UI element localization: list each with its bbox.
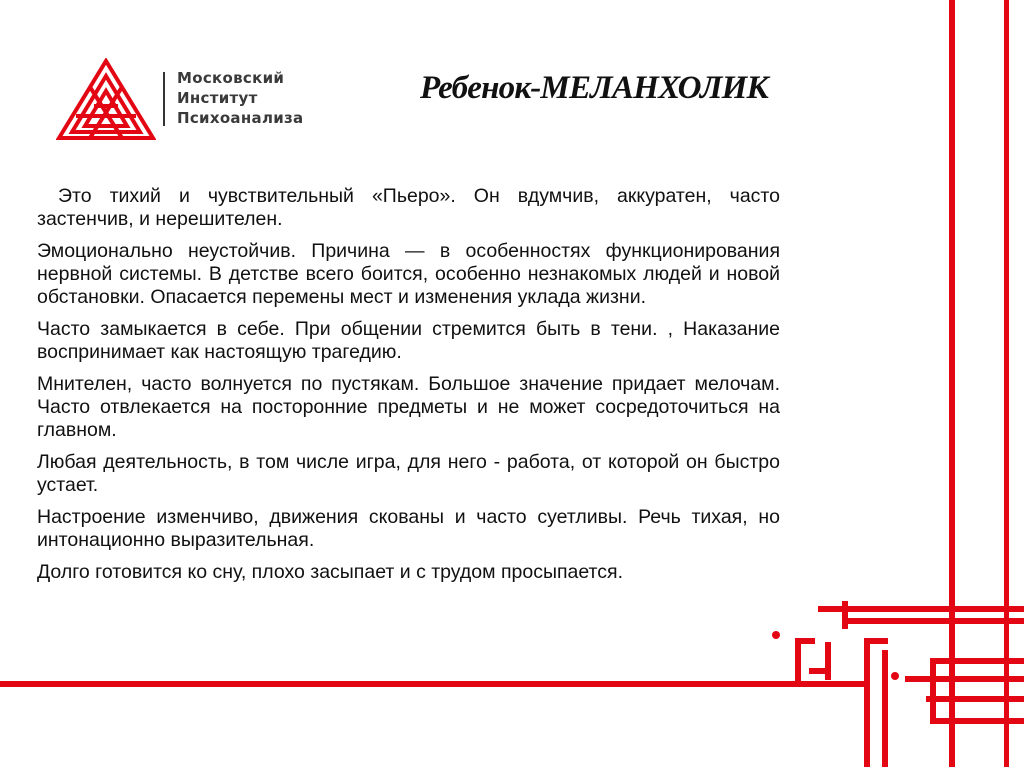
right-vertical-line-outer <box>1004 0 1009 767</box>
ornament-bar <box>882 650 888 767</box>
ornament-bar <box>864 638 888 644</box>
triangle-knot-logo-icon <box>56 58 156 142</box>
logo-line: Московский <box>177 69 285 87</box>
ornament-bar <box>905 676 1024 682</box>
paragraph: Это тихий и чувствительный «Пьеро». Он вдумчив, аккуратен, часто застенчив, и нерешителен. <box>37 185 780 230</box>
right-vertical-line-inner <box>949 0 955 767</box>
ornament-bar <box>930 658 1024 664</box>
ornament-bar <box>930 718 1024 724</box>
paragraph: Мнителен, часто волнуется по пустякам. Большое значение придает мелочам. Часто отвлекается на посторонние предметы и не может сосредоточиться на главном. <box>37 373 780 441</box>
logo-divider <box>163 72 165 126</box>
ornament-bar <box>842 618 1024 624</box>
slide-title: Ребенок-МЕЛАНХОЛИК <box>420 70 769 106</box>
ornament-bar <box>864 638 870 767</box>
ornament-bar <box>842 601 848 629</box>
paragraph: Настроение изменчиво, движения скованы и часто суетливы. Речь тихая, но интонационно выразительная. <box>37 506 780 551</box>
logo-line: Институт <box>177 89 258 107</box>
logo-line: Психоанализа <box>177 109 304 127</box>
ornament-bar <box>795 638 801 682</box>
ornament-dot <box>772 631 780 639</box>
ornament-bar <box>930 658 936 724</box>
ornament-bar <box>795 638 815 644</box>
ornament-bar <box>926 696 1024 702</box>
paragraph: Долго готовится ко сну, плохо засыпает и с трудом просыпается. <box>37 561 623 583</box>
logo-wordmark <box>177 68 303 128</box>
paragraph: Любая деятельность, в том числе игра, для него - работа, от которой он быстро устает. <box>37 451 780 496</box>
bottom-horizontal-line <box>0 681 870 687</box>
slide-body <box>37 185 780 593</box>
ornament-bar <box>809 668 831 674</box>
paragraph: Эмоционально неустойчив. Причина — в особенностях функционирования нервной системы. В детстве всего боится, особенно незнакомых людей и новой обстановки. Опасается перемены мест и изменения уклада жизни. <box>37 240 780 308</box>
institute-logo <box>56 58 346 138</box>
ornament-bar <box>825 642 831 680</box>
paragraph: Часто замыкается в себе. При общении стремится быть в тени. , Наказание воспринимает как настоящую трагедию. <box>37 318 780 363</box>
ornament-dot <box>891 672 899 680</box>
ornament-bar <box>818 606 1024 612</box>
